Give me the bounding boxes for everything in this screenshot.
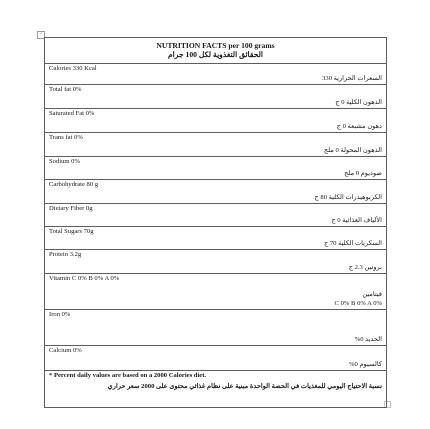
row-label-english: Iron 0%	[49, 311, 71, 318]
title-arabic: الحقائق التغذوية لكل 100 جرام	[167, 50, 264, 59]
table-title	[45, 38, 386, 64]
row-calcium	[45, 346, 386, 371]
row-label-english: Total Sugars 70g	[49, 228, 94, 235]
row-label-arabic: صوديوم 0 ملج	[344, 170, 382, 177]
row-label-arabic: الألياف الغذائية 0 ج	[331, 217, 382, 224]
row-label-arabic-heading: فيتامين	[362, 291, 382, 298]
row-label-arabic: السعرات الحرارية 330	[322, 75, 382, 82]
row-total-fat	[45, 85, 386, 109]
row-label-english: Total fat 0%	[49, 86, 82, 93]
row-iron	[45, 310, 386, 346]
row-label-english: Dietary Fiber 0g	[49, 205, 93, 212]
row-label-english: Calories 330 Kcal	[49, 65, 97, 72]
footnote-english: * Percent daily values are based on a 2000 Calories diet.	[49, 372, 207, 379]
row-vitamins	[45, 274, 386, 310]
row-label-arabic: C 0% B 0% A 0%	[334, 300, 382, 307]
row-label-arabic: دهون مشبعة 0 ج	[336, 123, 382, 130]
row-label-arabic: الدهون المحولة 0 ملج	[323, 147, 382, 154]
row-label-arabic: الحديد 0%	[354, 336, 382, 343]
row-label-english: Trans fat 0%	[49, 134, 83, 141]
row-carbohydrate	[45, 180, 386, 204]
row-sodium	[45, 157, 386, 180]
row-label-english: Calcium 0%	[49, 347, 82, 354]
row-label-arabic: الدهون الكلية 0 ج	[335, 99, 382, 106]
row-label-english: Saturated Fat 0%	[49, 110, 95, 117]
row-label-arabic: بروتين 2.3 ج	[348, 264, 382, 271]
table-anchor-icon[interactable]: +	[37, 31, 45, 39]
row-label-english: Protein 3.2g	[49, 251, 82, 258]
row-trans-fat	[45, 133, 386, 157]
footnote-arabic: نسبة الاحتياج اليومي للمغذيات في الحصة الواحدة مبنية على نظام غذائي محتوى على 2000 سعر حراري	[107, 383, 382, 390]
row-label-english: Carbohydrate 80 g	[49, 181, 99, 188]
row-label-arabic: الكربوهيدرات الكلية 80 ج	[314, 194, 382, 201]
row-dietary-fiber	[45, 204, 386, 227]
row-saturated-fat	[45, 109, 386, 133]
daily-values-footnote	[45, 371, 386, 407]
row-label-arabic: كالسيوم 0%	[349, 361, 382, 368]
row-protein	[45, 250, 386, 274]
title-english: NUTRITION FACTS per 100 grams	[156, 41, 275, 50]
nutrition-facts-table	[44, 37, 387, 408]
row-label-english: Vitamin C 0% B 0% A 0%	[49, 275, 120, 282]
row-calories	[45, 64, 386, 85]
row-label-arabic: السكريات الكلية 70 ج	[323, 240, 382, 247]
row-total-sugars	[45, 227, 386, 250]
row-label-english: Sodium 0%	[49, 158, 80, 165]
